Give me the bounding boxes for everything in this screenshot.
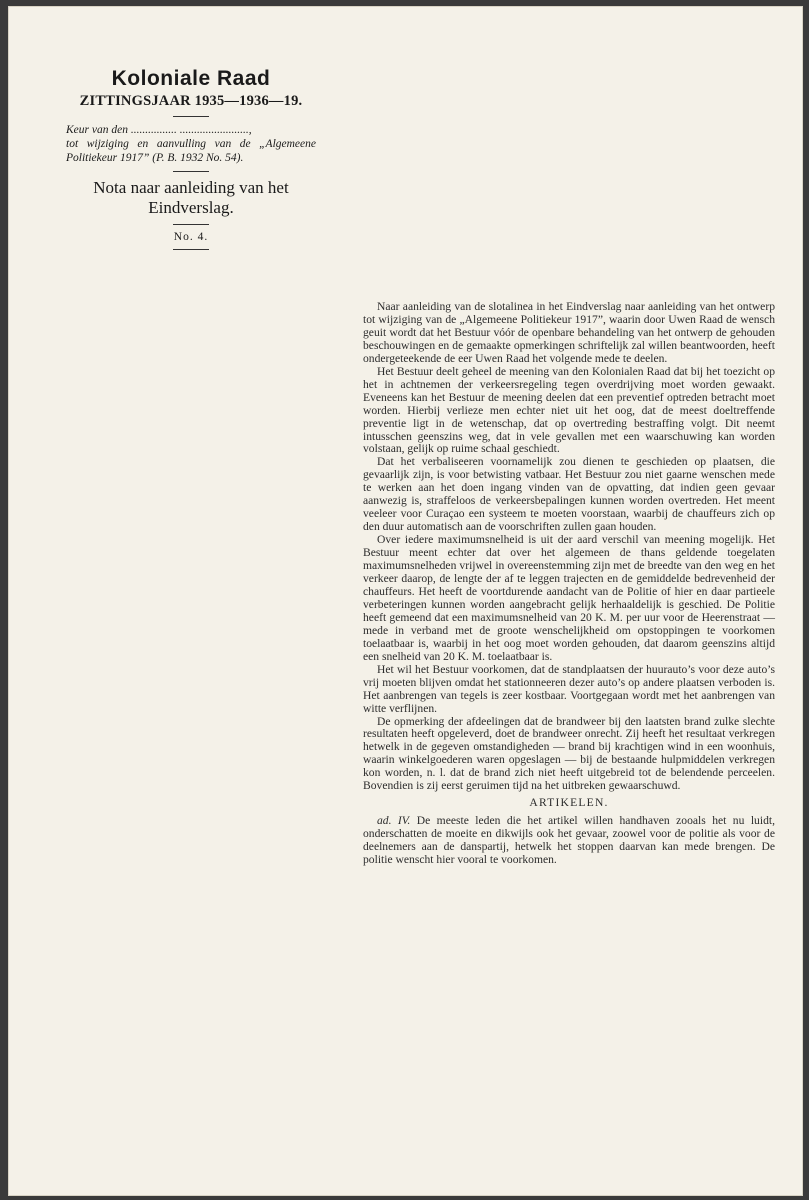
document-header: [66, 66, 316, 256]
paragraph: Het Bestuur deelt geheel de meening van den Kolonialen Raad dat bij het toezicht op het in achtnemen der verkeersregeling tegen overdrijving moet worden gewaakt. Eveneens kan het Bestuur de meening deelen dat een preventief optreden betracht moet worden. Hierbij verlieze men echter niet uit het oog, dat de meest doeltreffende preventie ligt in de wetenschap, dat op overtreding bestraffing volgt. Dit neemt intusschen geenszins weg, dat in vele gevallen met een waarschuwing kan worden volstaan, gelijk op ruime schaal geschiedt.: [363, 364, 775, 456]
paragraph: Naar aanleiding van de slotalinea in het Eindverslag naar aanleiding van het ontwerp tot wijziging van de „Algemeene Politiekeur 1917”, waarin door Uwen Raad de wensch geuit wordt dat het Bestuur vóór de openbare behandeling van het ontwerp de gehouden beschouwingen en de gemaakte opmerkingen schriftelijk zal willen beantwoorden, heeft ondergeteekende de eer Uwen Raad het volgende mede te deelen.: [363, 300, 775, 365]
section-title: ARTIKELEN.: [529, 796, 609, 810]
body-text: [363, 301, 775, 867]
session-year: ZITTINGSJAAR 1935—1936—19.: [79, 93, 303, 109]
divider: [173, 116, 209, 117]
article-text: De meeste leden die het artikel willen handhaven zooals het nu luidt, onderschatten de moeite en dikwijls ook het gevaar, zoowel voor de politie als voor de deelnemers aan de danspartij, hetwelk het stoppen daarvan kan mede brengen. De politie wenscht hier vooral te voorkomen.: [363, 814, 775, 867]
nota-title: Nota naar aanleiding van het Eindverslag.: [93, 178, 289, 217]
council-title: Koloniale Raad: [111, 67, 271, 90]
paragraph: Het wil het Bestuur voorkomen, dat de standplaatsen der huurauto’s voor deze auto’s vrij moeten blijven omdat het stationneeren dezer auto’s op andere plaatsen verboden is. Het aanbrengen van tegels is zeer kostbaar. Voortgegaan wordt met het aanbrengen van witte verflijnen.: [363, 662, 775, 715]
divider: [173, 224, 209, 225]
divider: [173, 171, 209, 172]
document-page: [8, 6, 803, 1196]
bill-title-line1: Keur van den ................ ........................,: [66, 124, 252, 136]
paragraph: Over iedere maximumsnelheid is uit der aard verschil van meening mogelijk. Het Bestuur meent echter dat over het algemeen de thans geldende toegelaten maximumsnelheden vrijwel in overeenstemming zijn met de breedte van den weg en het verkeer daarop, de lengte der af te leggen trajecten en de gemiddelde bedrevenheid der chauffeurs. Het heeft de voortdurende aandacht van de Politie of hier en daar partieele verbeteringen kunnen worden aangebracht gelijk herhaaldelijk is geschied. De Politie heeft gemeend dat een maximumsnelheid van 20 K. M. per uur voor de Heerenstraat — mede in verband met de groote wenschelijkheid om opstoppingen te voorkomen toelaatbaar is, waarbij in het oog moet worden gehouden, dat daarom geenszins altijd een snelheid van 20 K. M. toelaatbaar is.: [363, 533, 775, 663]
document-number: No. 4.: [173, 231, 209, 243]
bill-title: [66, 123, 316, 165]
bill-title-line2: tot wijziging en aanvulling van de „Algemeene Politiekeur 1917” (P. B. 1932 No. 54).: [66, 138, 316, 164]
divider: [173, 249, 209, 250]
paragraph: Dat het verbaliseeren voornamelijk zou dienen te geschieden op plaatsen, die gevaarlijk zijn, is voor betwisting vatbaar. Het Bestuur zou niet gaarne wenschen mede te werken aan het doen ingang vinden van de opvatting, dat indien geen gevaar aanwezig is, straffeloos de verkeersbepalingen kunnen worden overtreden. Het meent veeleer voor Curaçao een systeem te moeten voorstaan, waarbij de chauffeurs zich op den duur automatisch aan de voorschriften zullen gaan houden.: [363, 455, 775, 534]
article-ref: ad. IV.: [377, 814, 411, 828]
paragraph: De opmerking der afdeelingen dat de brandweer bij den laatsten brand zulke slechte resultaten heeft opgeleverd, doet de brandweer onrecht. Zij heeft het resultaat verkregen hetwelk in de gegeven omstandigheden — brand bij krachtigen wind in een woonhuis, waarin winkelgoederen waren opgeslagen — bij de bestaande hulpmiddelen verkregen kon worden, n. l. dat de brand zich niet heeft uitgebreid tot de belendende perceelen. Bovendien is zij eerst geruimen tijd na het uitbreken gewaarschuwd.: [363, 714, 775, 793]
article-paragraph: [363, 815, 775, 867]
